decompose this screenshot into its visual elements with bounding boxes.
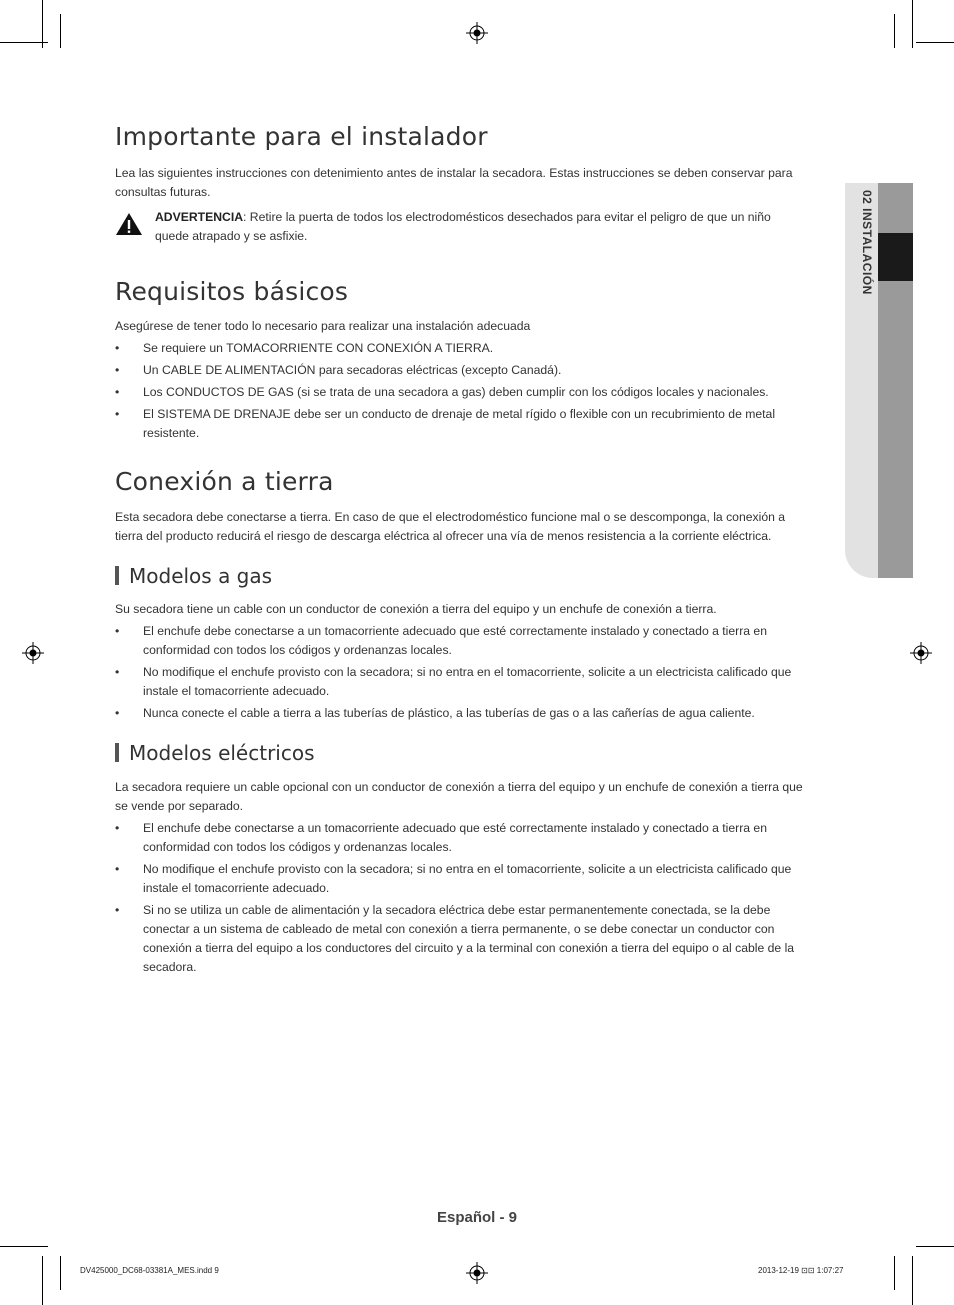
grounding-intro: Esta secadora debe conectarse a tierra. En caso de que el electrodoméstico funcione mal o se descomponga, la conexión a tierra del producto reducirá el riesgo de descarga eléctrica al ofrecer una vía de menos resistencia a la corriente eléctrica. <box>115 510 786 543</box>
crop-mark <box>60 1256 61 1290</box>
warning-triangle-icon <box>115 212 143 236</box>
page-number: Español - 9 <box>436 1209 518 1226</box>
registration-mark-icon <box>910 642 932 664</box>
crop-mark <box>42 1256 43 1305</box>
registration-mark-icon <box>466 22 488 44</box>
crop-mark <box>0 1246 48 1247</box>
date-slug: 2013-12-19 ⊡⊡ 1:07:27 <box>758 1266 844 1275</box>
gas-list <box>115 622 805 726</box>
list-item: • El enchufe debe conectarse a un tomacorriente adecuado que esté correctamente instalado y conectado a tierra en conformidad con todos los códigos y ordenanzas locales. <box>115 819 805 857</box>
requirements-list <box>115 339 805 446</box>
crop-mark <box>912 1256 913 1305</box>
side-tab-marker <box>878 233 913 281</box>
crop-mark <box>0 42 48 43</box>
crop-mark <box>60 14 61 48</box>
warning-text <box>155 208 795 246</box>
list-item: • Si no se utiliza un cable de alimentación y la secadora eléctrica debe estar permanentemente conectada, se la debe conectar a un sistema de cableado de metal con conexión a tierra permanente, o se debe conectar un conductor con conexión a tierra del equipo a los conductores del circuito y a la terminal con conexión a tierra del equipo o al cable de la secadora. <box>115 901 805 977</box>
warning-message: : Retire la puerta de todos los electrodomésticos desechados para evitar el peligro de que un niño quede atrapado y se asfixie. <box>155 210 771 243</box>
list-item: • El enchufe debe conectarse a un tomacorriente adecuado que esté correctamente instalado y conectado a tierra en conformidad con todos los códigos y ordenanzas locales. <box>115 622 805 660</box>
registration-mark-icon <box>466 1262 488 1284</box>
list-item: • Los CONDUCTOS DE GAS (si se trata de una secadora a gas) deben cumplir con los códigos locales y nacionales. <box>115 383 805 402</box>
crop-mark <box>894 1256 895 1290</box>
crop-mark <box>916 42 954 43</box>
installer-intro: Lea las siguientes instrucciones con detenimiento antes de instalar la secadora. Estas instrucciones se deben conservar para consultas futuras. <box>115 166 793 199</box>
warning-label: ADVERTENCIA <box>155 210 244 224</box>
section-title-installer: Importante para el instalador <box>115 122 488 151</box>
list-item: • Un CABLE DE ALIMENTACIÓN para secadoras eléctricas (excepto Canadá). <box>115 361 805 380</box>
electric-intro: La secadora requiere un cable opcional con un conductor de conexión a tierra del equipo y un enchufe de conexión a tierra que se vende por separado. <box>115 780 803 813</box>
side-tab-label: 02 INSTALACIÓN <box>860 190 874 295</box>
requirements-intro: Asegúrese de tener todo lo necesario para realizar una instalación adecuada <box>115 319 531 333</box>
electric-title: Modelos eléctricos <box>129 741 315 765</box>
list-item: • No modifique el enchufe provisto con la secadora; si no entra en el tomacorriente, solicite a un electricista calificado que instale el tomacorriente adecuado. <box>115 860 805 898</box>
subsection-bar <box>115 743 119 762</box>
crop-mark <box>916 1246 954 1247</box>
list-item: • No modifique el enchufe provisto con la secadora; si no entra en el tomacorriente, solicite a un electricista calificado que instale el tomacorriente adecuado. <box>115 663 805 701</box>
list-item: • Se requiere un TOMACORRIENTE CON CONEXIÓN A TIERRA. <box>115 339 805 358</box>
crop-mark <box>42 0 43 48</box>
section-title-grounding: Conexión a tierra <box>115 467 334 496</box>
section-title-requirements: Requisitos básicos <box>115 277 349 306</box>
list-item: • El SISTEMA DE DRENAJE debe ser un conducto de drenaje de metal rígido o flexible con un recubrimiento de metal resistente. <box>115 405 805 443</box>
registration-mark-icon <box>22 642 44 664</box>
subsection-bar <box>115 566 119 585</box>
subsection-title-electric <box>115 741 315 765</box>
crop-mark <box>894 14 895 48</box>
file-slug: DV425000_DC68-03381A_MES.indd 9 <box>80 1266 219 1275</box>
crop-mark <box>912 0 913 48</box>
gas-intro: Su secadora tiene un cable con un conductor de conexión a tierra del equipo y un enchufe de conexión a tierra. <box>115 602 717 616</box>
gas-title: Modelos a gas <box>129 564 273 588</box>
list-item: • Nunca conecte el cable a tierra a las tuberías de plástico, a las tuberías de gas o a las cañerías de agua caliente. <box>115 704 805 723</box>
electric-list <box>115 819 805 980</box>
subsection-title-gas <box>115 564 272 588</box>
